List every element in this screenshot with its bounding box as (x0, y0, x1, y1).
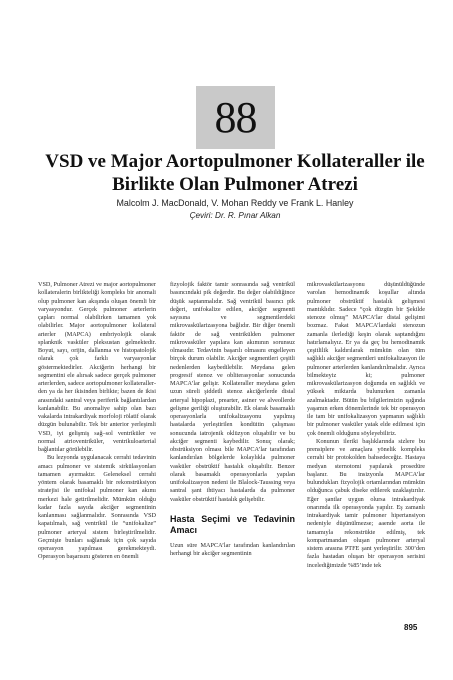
authors-line: Malcolm J. MacDonald, V. Mohan Reddy ve Frank L. Hanley (116, 198, 354, 208)
paragraph: VSD, Pulmoner Atrezi ve major aortopulmoner kollateralerin birlikteliği kompleks bir anomali olup pulmoner kan akışında oluşan önemli bir varyasyondur. Gerçek pulmoner arterlerin çapları normal olabilirken tamamen yok olabilirler. Major aortopulmoner kollateral arterler (MAPCA) embriyolojik olarak splanknik vasküler pleksustan gelmektedir. Boyut, sayı, orijin, dallanma ve histopatolojik olarak çok farklı varyasyonlar göstermektedirler. Akciğerin herhangi bir segmentini ele alırsak sadece gerçek pulmoner arterlerden, sadece aortopulmoner kollaterallerden ya da her ikisinden birlikte; bazen de ikisi arasındaki santral veya periferik bağlantılardan kanlanabilir. Bu anomaliye sahip olan bazı vakalarda intrakardiyak morfoloji rölatif olarak düzgün bulunabilir. Tek bir anterior yerleşimli VSD, iyi gelişmiş sağ–sol ventriküler ve normal atrioventriküler, ventrikuloarterial bağlantılar görülebilir. (38, 281, 156, 453)
page-number: 895 (404, 623, 418, 632)
paragraph: Bu lezyonda uygulanacak cerrahi tedavinin amacı pulmoner ve sistemik sirkülasyonları tamamen ayırmaktır. Geleneksel cerrahi yöntem olarak basamaklı bir rekonstrüksiyon stratejisi ile unifokal pulmoner kan akımı merkezi hale getirilmelidir. Mümkün olduğu kadar fazla sayıda akciğer segmentinin kanlanması sağlanmalıdır. Sonrasında VSD kapatılmalı, sağ ventrikül ile “unifokalize” pulmoner arteryal sistem birleştirilmelidir. Geçmişte bunları sağlamak için çok sayıda operasyon yapılması gerekmekteydi. Operasyon başarısını gösteren en önemli (38, 454, 156, 561)
translator-line: Çeviri: Dr. R. Pınar Alkan (189, 211, 281, 220)
chapter-number: 88 (214, 93, 257, 142)
chapter-title-line2: Birlikte Olan Pulmoner Atrezi (112, 174, 358, 195)
paragraph: mikrovaskülarizasyonu düşünüldüğünde varolan hemodinamik koşullar altında pulmoner obstrüktif hastalık gelişmesi mantıklıdır. Sadece “çok düzgün bir Şekilde stenoze olmuş” MAPCA’lar distal gelişimi bozmaz. Fakat MAPCA’lardaki stenozun zamanla ilerlediği keşin olarak saptandığını hatırlamalıyız. Er ya da geç bu hemodinamik çeşitlilik kaldırılarak mümkün olan tüm sağlıklı akciğer segmentleri unifokalizasyon ile pulmoner arterlerden kanlandırılmalıdır. Ayrıca bilmekteyiz ki; pulmoner mikrovaskülarizasyon doğumda en sağlıklı ve yüksek miktarda bulunurken zamanla azalmaktadır. Bütün bu bilgilerimizin ışığında yaşamın erken dönemlerinde tek bir operasyon ile tam bir unifokalizasyon yapmanın sağlıklı bir pulmoner vasküler yatak elde edilmesi için çok önemli olduğunu söyleyebiliriz. (307, 281, 425, 437)
text-column-1 (38, 281, 156, 562)
chapter-title-line1: VSD ve Major Aortopulmoner Kollateraller ile (45, 151, 425, 172)
paragraph: Konunun ileriki başlıklarında sizlere bu prensiplere ve amaçlara yönelik kompleks cerrahi bir protokolden bahsedeceğiz. Hastaya medyan sternotomi yapılarak prosedüre başlanır. Bu insizyonla MAPCA’lar bulundukları fizyolojik ortamlarından mümkün olduğunca çabuk diseke edilerek uzaklaştırılır. Eğer şantlar uygun olursa intrakardiyak onarımda ilk operasyonda yapılır. Eş zamanlı intrakardiyak tamir pulmoner hipertansiyon nedeniyle düşünülmezse; aaende aorta ile tamamıyla rekonstrükte edilmiş, tek kompartmandan oluşan pulmoner arteryal sistem arasına PTFE şant yerleştirilir. 300’den fazla hastadan oluşan bir operasyon serisini incelediğimizde %85’inde tek (307, 437, 425, 569)
text-column-2 (170, 281, 295, 558)
chapter-number-box (196, 86, 275, 149)
text-column-3 (307, 281, 425, 570)
section-heading: Hasta Seçimi ve Tedavinin Amacı (170, 513, 295, 535)
paragraph: Uzun süre MAPCA’lar tarafından kanlandırılan herhangi bir akciğer segmentinin (170, 541, 295, 557)
paragraph: fizyolojik faktör tamir sonrasında sağ ventrikül basıncındaki pik değerdir. Bu değer olabildiğince düşük saptanmalıdır. Sağ ventrikül basıncı pik değeri, unifokalize edilen, akciğer segmenti sayısına ve segmentlerdeki mikrovaskülarizasyona bağlıdır. Bir diğer önemli faktör de sağ ventrikülden pulmoner mikrovasküler yapılara kan akımının sorunsuz olmasıdır. Tedavinin başarılı olmasını engelleyen birçok durum olabilir. Akciğer segmentleri çeşitli nedenlerden kaybedilebilir. Meydana gelen progresif stenoz ve obliterasyonlar sonucunda MAPCA’lar gelişir. Kollateraller meydana gelen uzun süreli şiddetli stenoz akciğerlerde distal arteryal hipoplazi, prearter, asiner ve alveollerde gelişme geriliği oluşturabilir. Ek olarak basamaklı operasyonlarla unifokalizasyonu yapılmış hastalarda yerleştirilen kondüitin çalışması sonucunda iatrojenik oklüzyon oluşabilir ve bu akciğer segmenti kaybedilir. Sonuç olarak; obstrüksiyon olması bile MAPCA’lar tarafından kanlandırılan bölgelerde kolaylıkla pulmoner vasküler obstrüktif hastalık oluşabilir. Benzer olarak basamaklı operasyonlarla yapılan unifokalizasyon nedeni ile Blalock-Taussing veya santral şant ihtiyacı hastalarda da pulmoner vasküler obstrüktif hastalık gelişebilir. (170, 281, 295, 503)
